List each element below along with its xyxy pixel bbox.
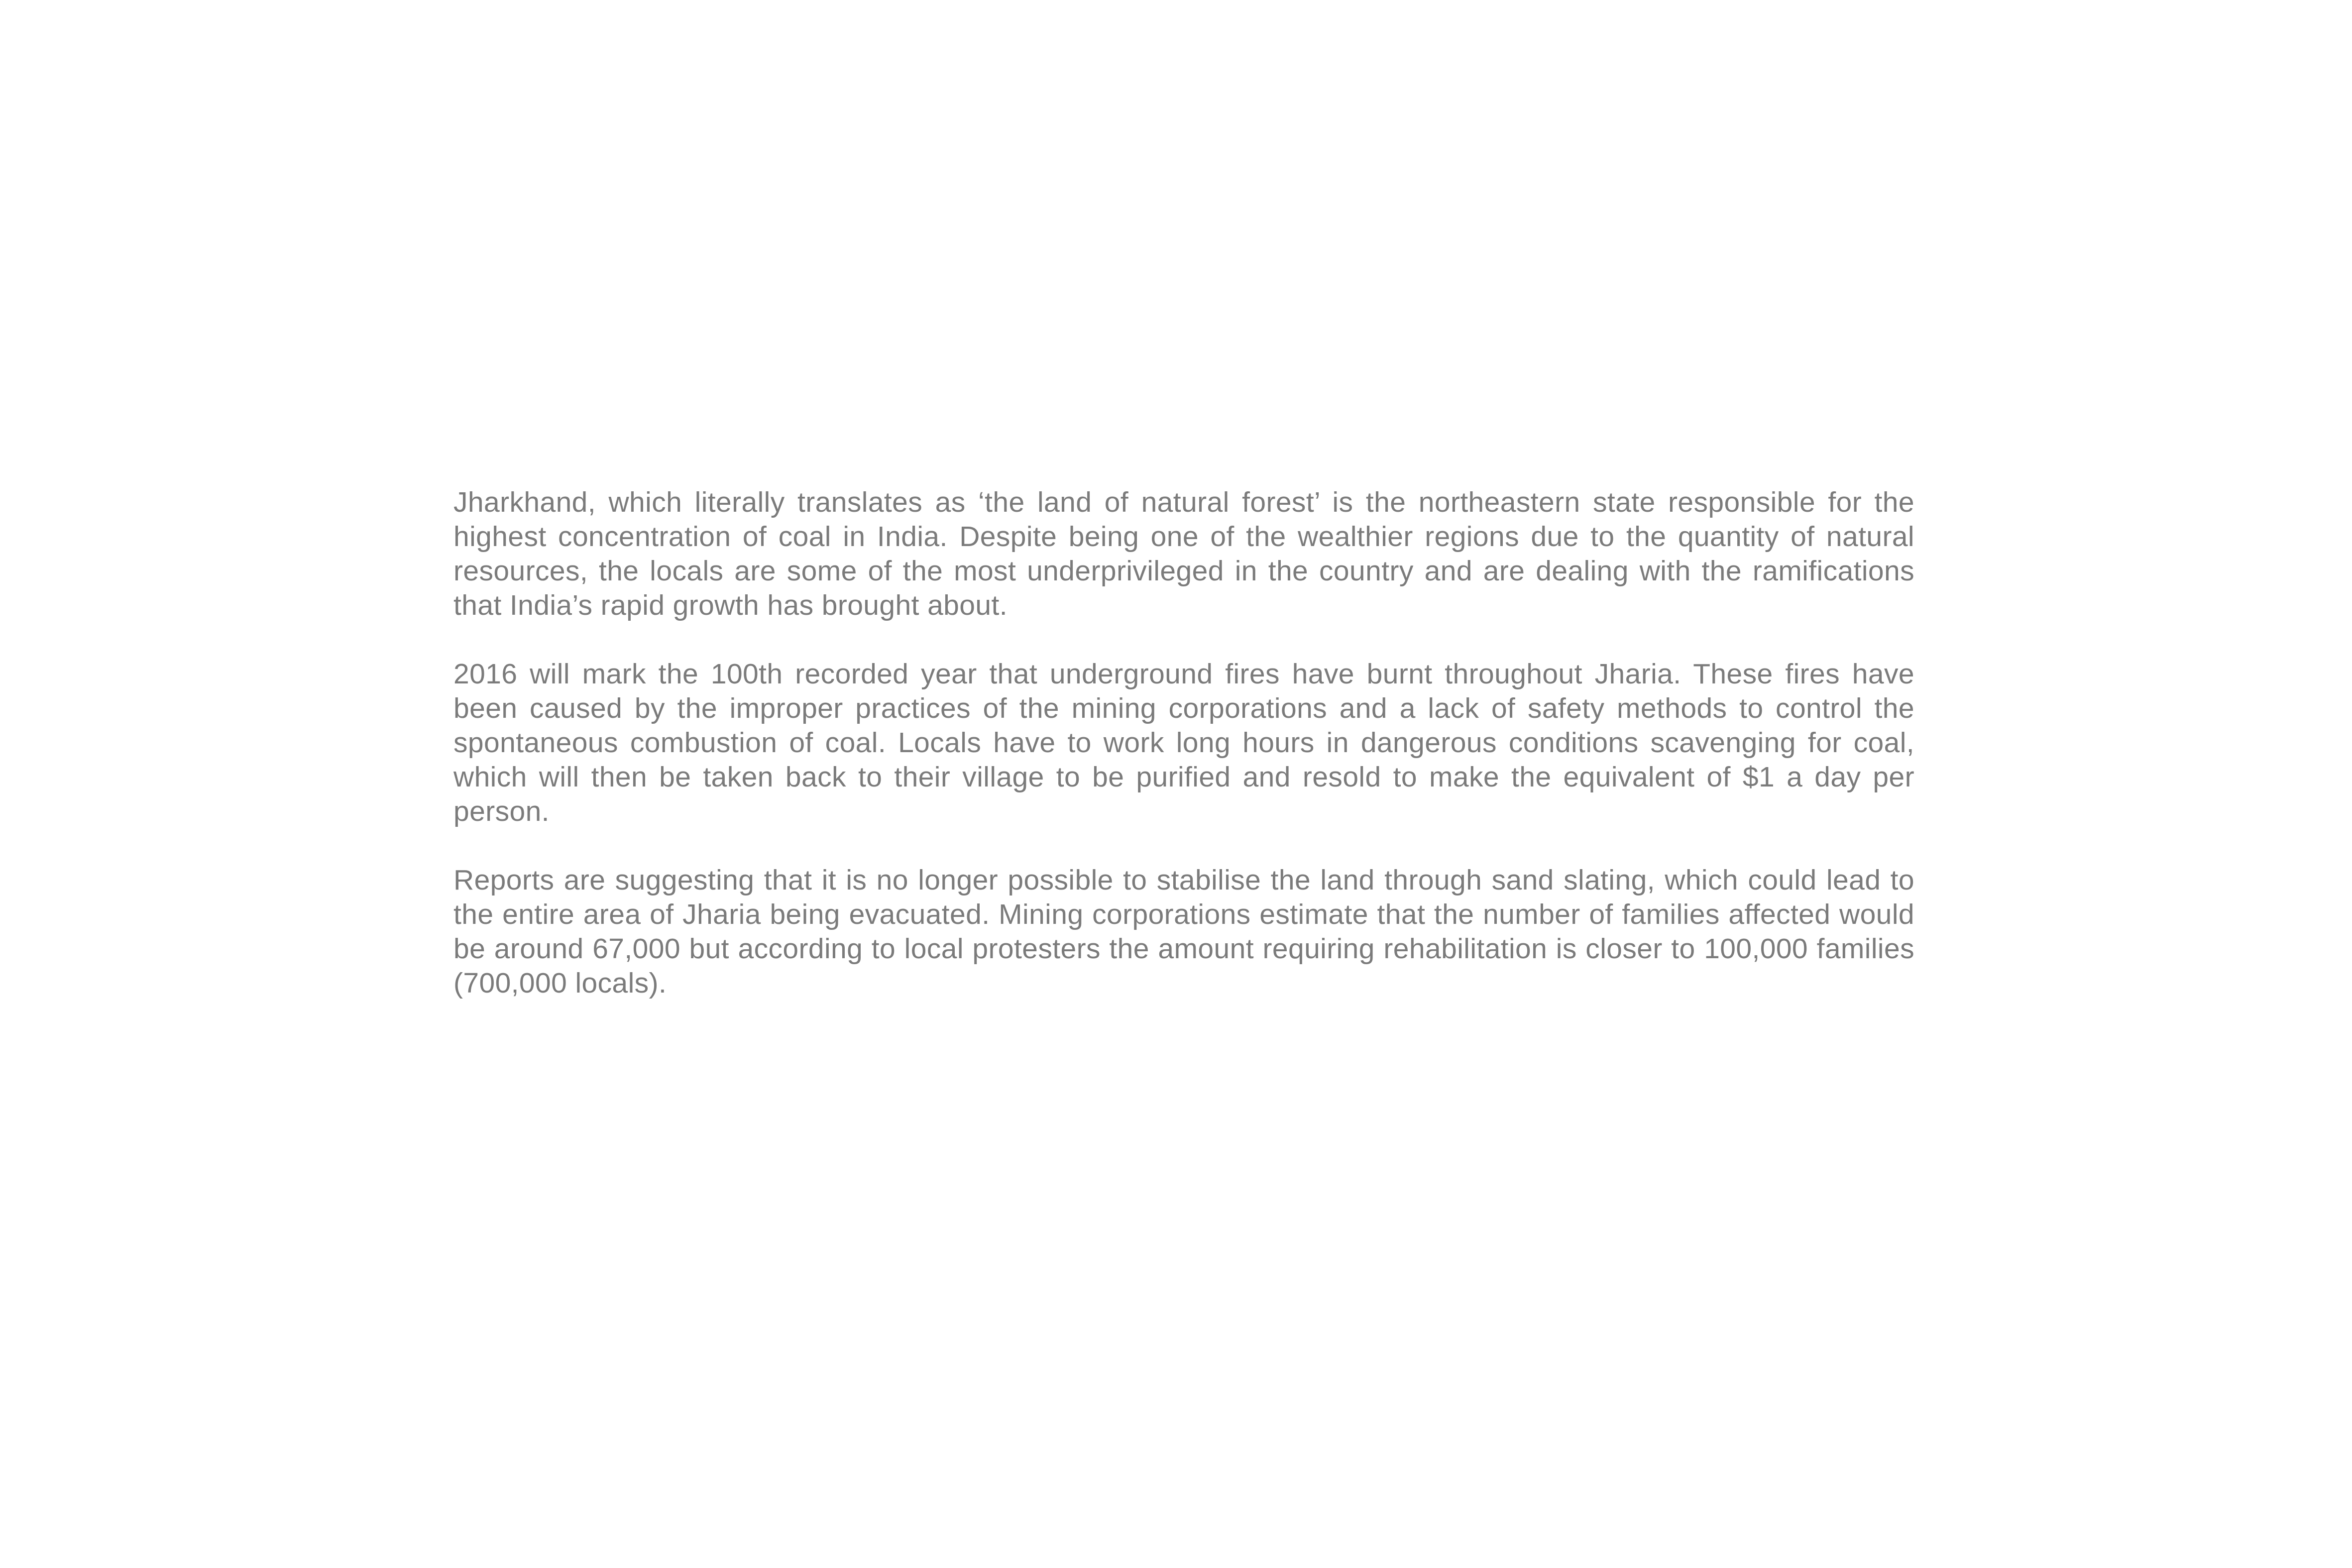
paragraph-evacuation-reports: Reports are suggesting that it is no longer possible to stabilise the land through sand slating, which could lead to the entire area of Jharia being evacuated. Mining corporations estimate that the number of families affected would be around 67,000 but according to local protesters the amount requiring rehabilitation is closer to 100,000 families (700,000 locals). (453, 864, 1914, 999)
paragraph-jharia-fires: 2016 will mark the 100th recorded year that underground fires have burnt throughout Jharia. These fires have been caused by the improper practices of the mining corporations and a lack of safety methods to control the spontaneous combustion of coal. Locals have to work long hours in dangerous conditions scavenging for coal, which will then be taken back to their village to be purified and resold to make the equivalent of $1 a day per person. (453, 658, 1914, 827)
article-body (453, 485, 1914, 1001)
paragraph-jharkhand-intro: Jharkhand, which literally translates as ‘the land of natural forest’ is the northeastern state responsible for the highest concentration of coal in India. Despite being one of the wealthier regions due to the quantity of natural resources, the locals are some of the most underprivileged in the country and are dealing with the ramifications that India’s rapid growth has brought about. (453, 486, 1914, 621)
